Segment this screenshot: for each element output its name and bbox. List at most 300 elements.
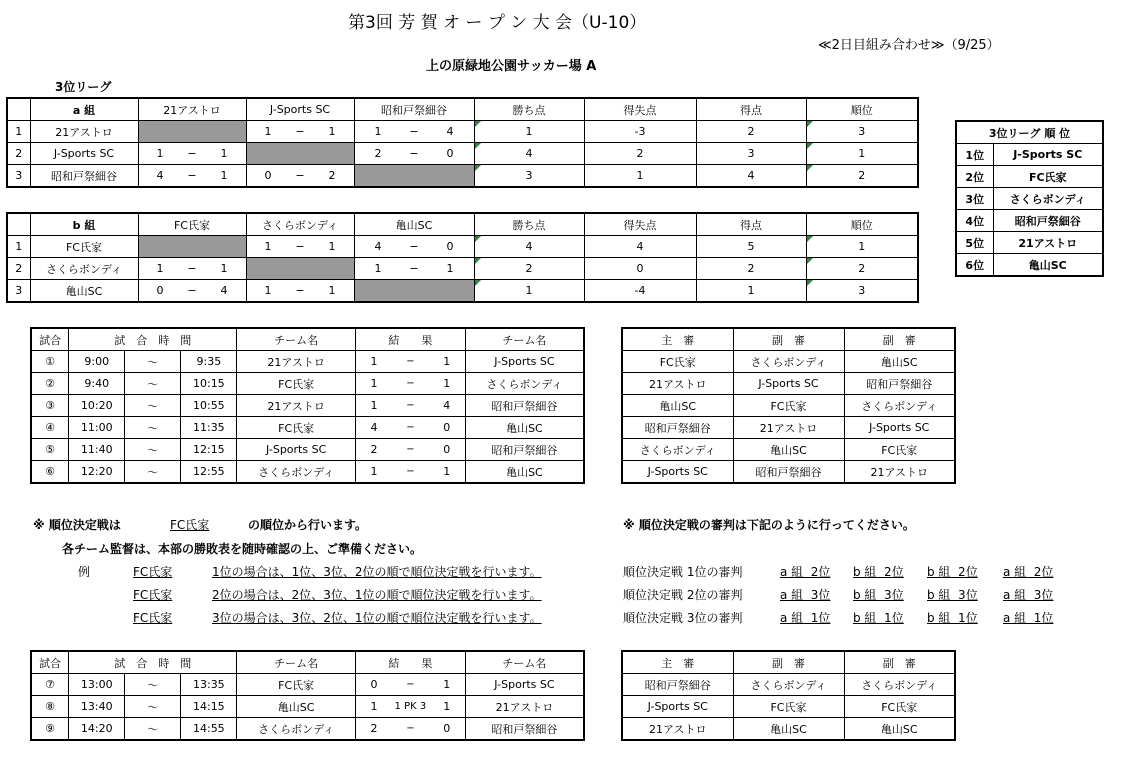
- score-dash: −: [392, 351, 429, 373]
- league-row: [7, 280, 918, 303]
- ref-rule-cell: b 組 3位: [853, 588, 904, 602]
- start-time: 11:40: [69, 439, 125, 461]
- example-label: 例: [78, 565, 91, 579]
- home-score: 1: [355, 461, 392, 484]
- start-time: 10:20: [69, 395, 125, 417]
- score-value: 1: [156, 262, 164, 275]
- rank-value: 1: [806, 143, 918, 165]
- col-away-team: チーム名: [465, 328, 584, 351]
- referee-header: [622, 651, 955, 674]
- away-team: 昭和戸祭細谷: [465, 439, 584, 461]
- ref-rule-label: 順位決定戦 2位の審判: [623, 588, 743, 602]
- assistant-referee: FC氏家: [733, 696, 844, 718]
- end-time: 14:15: [181, 696, 237, 718]
- referee-row: [622, 718, 955, 741]
- col-team: 亀山SC: [354, 213, 474, 236]
- score: [247, 125, 354, 138]
- score: [355, 262, 474, 275]
- goal-diff-value: 0: [584, 258, 696, 280]
- home-team: さくらボンディ: [237, 461, 356, 484]
- referee-header: [622, 328, 955, 351]
- rank-value: 3: [806, 280, 918, 303]
- score-value: 4: [220, 284, 228, 297]
- league-row: [7, 121, 918, 143]
- away-team: 亀山SC: [465, 461, 584, 484]
- rank-value: 2: [806, 258, 918, 280]
- main-referee: 昭和戸祭細谷: [622, 417, 733, 439]
- start-time: 9:00: [69, 351, 125, 373]
- col-team: さくらボンディ: [246, 213, 354, 236]
- col-result: 結 果: [355, 651, 465, 674]
- ref-rule-cell: a 組 2位: [1003, 565, 1054, 579]
- venue-label: 上の原緑地公園サッカー場 A: [426, 59, 597, 74]
- ref-rule-cell: b 組 2位: [927, 565, 978, 579]
- match-number: ⑥: [31, 461, 69, 484]
- assistant-referee: さくらボンディ: [844, 395, 955, 417]
- match-number: ⑦: [31, 674, 69, 696]
- away-team: 亀山SC: [465, 417, 584, 439]
- score-value: 4: [156, 169, 164, 182]
- score: [139, 147, 246, 160]
- score-value: 0: [156, 284, 164, 297]
- example-text: 1位の場合は、1位、3位、2位の順で順位決定戦を行います。: [212, 565, 542, 579]
- assistant-referee: 亀山SC: [733, 439, 844, 461]
- assistant-referee: FC氏家: [844, 696, 955, 718]
- self-match-cell: [246, 258, 354, 280]
- score-value: 0: [446, 240, 454, 253]
- row-number: 3: [7, 280, 30, 303]
- col-assistant-ref: 副 審: [733, 651, 844, 674]
- col-goal-diff: 得失点: [584, 98, 696, 121]
- referee-note: ※ 順位決定戦の審判は下記のように行ってください。: [623, 518, 915, 532]
- score: [139, 169, 246, 182]
- home-team: J-Sports SC: [237, 439, 356, 461]
- start-time: 13:00: [69, 674, 125, 696]
- score-value: 1: [446, 262, 454, 275]
- score-value: 1: [220, 169, 228, 182]
- match-number: ①: [31, 351, 69, 373]
- score: [355, 240, 474, 253]
- score-cell: [354, 236, 474, 258]
- goal-diff-value: -3: [584, 121, 696, 143]
- match-row: [31, 674, 584, 696]
- home-team: FC氏家: [237, 417, 356, 439]
- match-row: [31, 461, 584, 484]
- rank-position: 1位: [956, 144, 993, 166]
- ref-rule-cell: a 組 1位: [1003, 611, 1054, 625]
- col-goals: 得点: [696, 98, 806, 121]
- match-row: [31, 351, 584, 373]
- assistant-referee: 亀山SC: [844, 351, 955, 373]
- rank-position: 2位: [956, 166, 993, 188]
- league-row: [7, 165, 918, 188]
- col-team: J-Sports SC: [246, 98, 354, 121]
- main-referee: 21アストロ: [622, 373, 733, 395]
- home-team: 亀山SC: [237, 696, 356, 718]
- league-row: [7, 236, 918, 258]
- example-text: 2位の場合は、2位、3位、1位の順で順位決定戦を行います。: [212, 588, 542, 602]
- points-value: 2: [474, 258, 584, 280]
- referee-row: [622, 674, 955, 696]
- start-time: 9:40: [69, 373, 125, 395]
- score-dash: −: [409, 147, 419, 160]
- away-team: J-Sports SC: [465, 674, 584, 696]
- col-team: 21アストロ: [138, 98, 246, 121]
- goal-diff-value: 4: [584, 236, 696, 258]
- score-value: 1: [264, 284, 272, 297]
- match-number: ②: [31, 373, 69, 395]
- referee-row: [622, 395, 955, 417]
- day-subtitle: ≪2日目組み合わせ≫（9/25）: [818, 38, 1000, 53]
- col-home-team: チーム名: [237, 651, 356, 674]
- assistant-referee: さくらボンディ: [733, 351, 844, 373]
- time-separator: 〜: [125, 417, 181, 439]
- rank-value: 1: [806, 236, 918, 258]
- score-dash: −: [392, 439, 429, 461]
- referee-row: [622, 417, 955, 439]
- score-dash: −: [187, 284, 197, 297]
- assistant-referee: 21アストロ: [733, 417, 844, 439]
- referee-row: [622, 373, 955, 395]
- ref-rule-cell: b 組 3位: [927, 588, 978, 602]
- match-row: [31, 718, 584, 741]
- assistant-referee: 昭和戸祭細谷: [844, 373, 955, 395]
- home-score: 1: [355, 373, 392, 395]
- score-value: 1: [328, 240, 336, 253]
- self-match-cell: [354, 280, 474, 303]
- match-number: ④: [31, 417, 69, 439]
- row-number: 1: [7, 236, 30, 258]
- score-dash: −: [409, 262, 419, 275]
- end-time: 13:35: [181, 674, 237, 696]
- score-cell: [246, 121, 354, 143]
- score-value: 4: [446, 125, 454, 138]
- assistant-referee: FC氏家: [733, 395, 844, 417]
- score-dash: −: [392, 461, 429, 484]
- time-separator: 〜: [125, 674, 181, 696]
- score-dash: −: [409, 240, 419, 253]
- col-result: 結 果: [355, 328, 465, 351]
- match-number: ⑧: [31, 696, 69, 718]
- manager-note: 各チーム監督は、本部の勝敗表を随時確認の上、ご準備ください。: [62, 542, 423, 556]
- points-value: 3: [474, 165, 584, 188]
- home-team: 21アストロ: [237, 395, 356, 417]
- ranking-header: 3位リーグ 順 位: [956, 121, 1103, 144]
- main-referee: 昭和戸祭細谷: [622, 674, 733, 696]
- home-score: 1: [355, 696, 392, 718]
- end-time: 10:55: [181, 395, 237, 417]
- away-score: 1: [429, 461, 466, 484]
- col-goal-diff: 得失点: [584, 213, 696, 236]
- rank-team: 21アストロ: [993, 232, 1103, 254]
- home-team: 21アストロ: [237, 351, 356, 373]
- playoff-note-prefix: ※ 順位決定戦は: [33, 518, 121, 532]
- away-team: J-Sports SC: [465, 351, 584, 373]
- team-name: FC氏家: [30, 236, 138, 258]
- row-number: 1: [7, 121, 30, 143]
- main-referee: さくらボンディ: [622, 439, 733, 461]
- self-match-cell: [354, 165, 474, 188]
- home-team: さくらボンディ: [237, 718, 356, 741]
- ref-rule-cell: a 組 3位: [1003, 588, 1054, 602]
- score-value: 4: [374, 240, 382, 253]
- rank-team: 亀山SC: [993, 254, 1103, 277]
- row-number: 3: [7, 165, 30, 188]
- ranking-row: [956, 232, 1103, 254]
- league-label: 3位リーグ: [55, 80, 112, 94]
- match-number: ⑤: [31, 439, 69, 461]
- main-referee: FC氏家: [622, 351, 733, 373]
- row-number: 2: [7, 258, 30, 280]
- rank-team: さくらボンディ: [993, 188, 1103, 210]
- main-referee: 21アストロ: [622, 718, 733, 741]
- col-time: 試 合 時 間: [69, 651, 237, 674]
- goals-value: 4: [696, 165, 806, 188]
- goal-diff-value: -4: [584, 280, 696, 303]
- match-number: ⑨: [31, 718, 69, 741]
- ranking-row: [956, 188, 1103, 210]
- score-value: 0: [446, 147, 454, 160]
- col-assistant-ref: 副 審: [844, 328, 955, 351]
- away-score: 0: [429, 718, 466, 741]
- referee-row: [622, 351, 955, 373]
- goals-value: 2: [696, 121, 806, 143]
- assistant-referee: J-Sports SC: [844, 417, 955, 439]
- ref-rule-label: 順位決定戦 1位の審判: [623, 565, 743, 579]
- home-score: 2: [355, 439, 392, 461]
- score-cell: [246, 165, 354, 188]
- referee-table-2: [621, 650, 956, 741]
- assistant-referee: 21アストロ: [844, 461, 955, 484]
- ref-rule-cell: b 組 1位: [853, 611, 904, 625]
- score-value: 1: [220, 147, 228, 160]
- end-time: 10:15: [181, 373, 237, 395]
- end-time: 12:15: [181, 439, 237, 461]
- away-team: 昭和戸祭細谷: [465, 718, 584, 741]
- group-a-table: [6, 97, 919, 188]
- goal-diff-value: 1: [584, 165, 696, 188]
- example-team: FC氏家: [133, 611, 173, 625]
- team-name: J-Sports SC: [30, 143, 138, 165]
- score: [139, 284, 246, 297]
- group-b-header: [7, 213, 918, 236]
- score: [355, 147, 474, 160]
- row-number: 2: [7, 143, 30, 165]
- home-score: 4: [355, 417, 392, 439]
- ref-rule-cell: a 組 2位: [780, 565, 831, 579]
- start-time: 13:40: [69, 696, 125, 718]
- score-value: 1: [220, 262, 228, 275]
- ref-rule-cell: a 組 3位: [780, 588, 831, 602]
- match-row: [31, 373, 584, 395]
- main-referee: J-Sports SC: [622, 696, 733, 718]
- col-assistant-ref: 副 審: [844, 651, 955, 674]
- referee-row: [622, 439, 955, 461]
- team-name: 昭和戸祭細谷: [30, 165, 138, 188]
- away-team: 21アストロ: [465, 696, 584, 718]
- score-cell: [354, 143, 474, 165]
- start-time: 14:20: [69, 718, 125, 741]
- referee-table-1: [621, 327, 956, 484]
- assistant-referee: FC氏家: [844, 439, 955, 461]
- group-a-label: a 組: [30, 98, 138, 121]
- away-team: さくらボンディ: [465, 373, 584, 395]
- points-value: 4: [474, 236, 584, 258]
- time-separator: 〜: [125, 373, 181, 395]
- score-cell: [246, 236, 354, 258]
- schedule-header: [31, 328, 584, 351]
- main-referee: J-Sports SC: [622, 461, 733, 484]
- start-time: 12:20: [69, 461, 125, 484]
- col-time: 試 合 時 間: [69, 328, 237, 351]
- away-score: 0: [429, 417, 466, 439]
- group-a-header: [7, 98, 918, 121]
- home-score: 1: [355, 395, 392, 417]
- group-b-label: b 組: [30, 213, 138, 236]
- away-score: 1: [429, 674, 466, 696]
- col-rank: 順位: [806, 213, 918, 236]
- rank-value: 3: [806, 121, 918, 143]
- team-name: 亀山SC: [30, 280, 138, 303]
- start-time: 11:00: [69, 417, 125, 439]
- schedule-table-2: [30, 650, 585, 741]
- goals-value: 3: [696, 143, 806, 165]
- score-cell: [354, 121, 474, 143]
- ranking-row: [956, 254, 1103, 277]
- home-score: 1: [355, 351, 392, 373]
- goal-diff-value: 2: [584, 143, 696, 165]
- playoff-start-team: FC氏家: [170, 518, 210, 532]
- score-dash: −: [392, 373, 429, 395]
- end-time: 11:35: [181, 417, 237, 439]
- assistant-referee: 亀山SC: [844, 718, 955, 741]
- score-cell: [354, 258, 474, 280]
- referee-row: [622, 461, 955, 484]
- score: [247, 284, 354, 297]
- score-value: 2: [374, 147, 382, 160]
- time-separator: 〜: [125, 395, 181, 417]
- score-cell: [138, 258, 246, 280]
- page-title: 第3回 芳 賀 オ ー プ ン 大 会（U-10）: [348, 13, 647, 33]
- col-points: 勝ち点: [474, 213, 584, 236]
- away-score: 4: [429, 395, 466, 417]
- self-match-cell: [246, 143, 354, 165]
- example-team: FC氏家: [133, 565, 173, 579]
- team-name: 21アストロ: [30, 121, 138, 143]
- points-value: 1: [474, 121, 584, 143]
- time-separator: 〜: [125, 696, 181, 718]
- away-score: 1: [429, 351, 466, 373]
- away-score: 1: [429, 373, 466, 395]
- score-value: 0: [264, 169, 272, 182]
- ref-rule-cell: b 組 1位: [927, 611, 978, 625]
- score: [355, 125, 474, 138]
- score-dash: −: [295, 125, 305, 138]
- score-dash: −: [187, 169, 197, 182]
- example-text: 3位の場合は、3位、2位、1位の順で順位決定戦を行います。: [212, 611, 542, 625]
- match-row: [31, 395, 584, 417]
- self-match-cell: [138, 121, 246, 143]
- away-score: 0: [429, 439, 466, 461]
- rank-value: 2: [806, 165, 918, 188]
- time-separator: 〜: [125, 439, 181, 461]
- points-value: 1: [474, 280, 584, 303]
- score-value: 1: [328, 125, 336, 138]
- league-row: [7, 258, 918, 280]
- time-separator: 〜: [125, 461, 181, 484]
- col-points: 勝ち点: [474, 98, 584, 121]
- assistant-referee: さくらボンディ: [733, 674, 844, 696]
- team-name: さくらボンディ: [30, 258, 138, 280]
- score-dash: −: [392, 417, 429, 439]
- score-dash: −: [392, 395, 429, 417]
- score-cell: [246, 280, 354, 303]
- rank-position: 3位: [956, 188, 993, 210]
- ranking-row: [956, 166, 1103, 188]
- score: [139, 262, 246, 275]
- home-team: FC氏家: [237, 674, 356, 696]
- home-team: FC氏家: [237, 373, 356, 395]
- main-referee: 亀山SC: [622, 395, 733, 417]
- points-value: 4: [474, 143, 584, 165]
- col-main-ref: 主 審: [622, 328, 733, 351]
- ref-rule-label: 順位決定戦 3位の審判: [623, 611, 743, 625]
- match-row: [31, 417, 584, 439]
- col-match-no: 試合: [31, 328, 69, 351]
- time-separator: 〜: [125, 351, 181, 373]
- end-time: 9:35: [181, 351, 237, 373]
- assistant-referee: 亀山SC: [733, 718, 844, 741]
- goals-value: 2: [696, 258, 806, 280]
- col-assistant-ref: 副 審: [733, 328, 844, 351]
- score-cell: [138, 143, 246, 165]
- score-value: 1: [264, 240, 272, 253]
- score-cell: [138, 165, 246, 188]
- col-team: 昭和戸祭細谷: [354, 98, 474, 121]
- end-time: 14:55: [181, 718, 237, 741]
- score: [247, 240, 354, 253]
- col-rank: 順位: [806, 98, 918, 121]
- col-away-team: チーム名: [465, 651, 584, 674]
- score-dash: −: [187, 262, 197, 275]
- match-row: [31, 696, 584, 718]
- rank-position: 4位: [956, 210, 993, 232]
- goals-value: 1: [696, 280, 806, 303]
- example-team: FC氏家: [133, 588, 173, 602]
- ranking-table: [955, 120, 1104, 277]
- away-score: 1: [429, 696, 466, 718]
- score-dash: −: [392, 674, 429, 696]
- away-team: 昭和戸祭細谷: [465, 395, 584, 417]
- pk-result: 1 PK 3: [392, 696, 429, 718]
- score-value: 1: [374, 125, 382, 138]
- match-row: [31, 439, 584, 461]
- schedule-table-1: [30, 327, 585, 484]
- ref-rule-cell: b 組 2位: [853, 565, 904, 579]
- rank-team: J-Sports SC: [993, 144, 1103, 166]
- playoff-note-suffix: の順位から行います。: [248, 518, 368, 532]
- col-main-ref: 主 審: [622, 651, 733, 674]
- self-match-cell: [138, 236, 246, 258]
- col-goals: 得点: [696, 213, 806, 236]
- assistant-referee: 昭和戸祭細谷: [733, 461, 844, 484]
- col-match-no: 試合: [31, 651, 69, 674]
- col-home-team: チーム名: [237, 328, 356, 351]
- schedule-header: [31, 651, 584, 674]
- score-value: 1: [374, 262, 382, 275]
- ranking-row: [956, 210, 1103, 232]
- assistant-referee: J-Sports SC: [733, 373, 844, 395]
